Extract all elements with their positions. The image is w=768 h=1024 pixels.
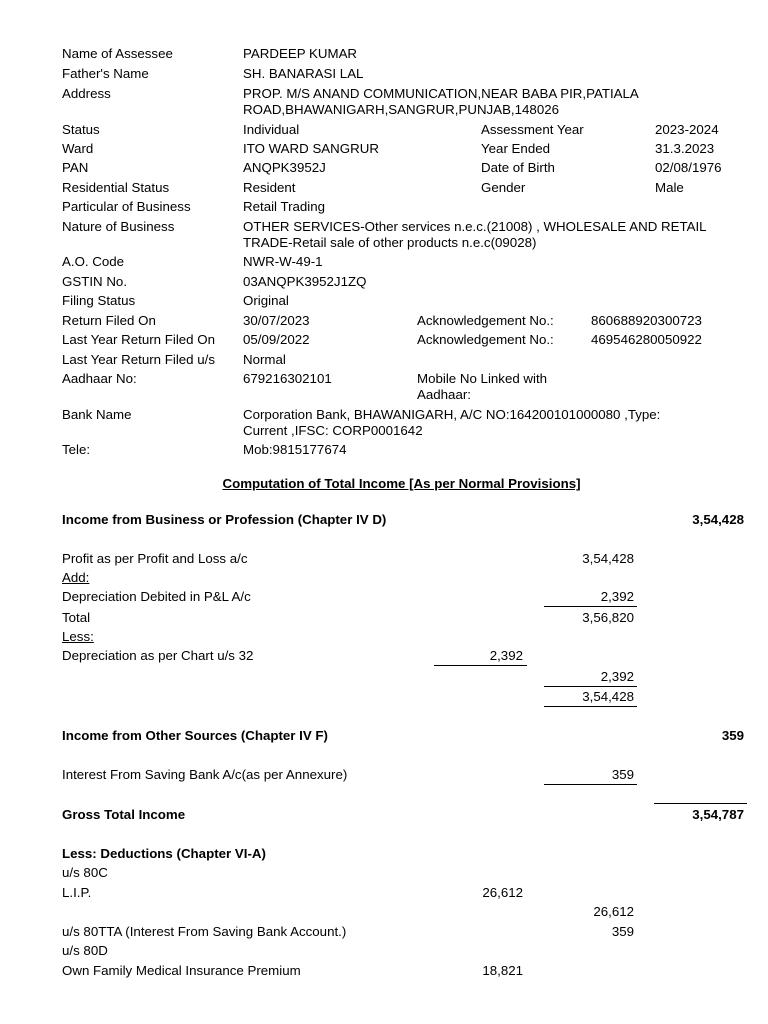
year-ended-value: 31.3.2023	[655, 141, 715, 156]
address-value: PROP. M/S ANAND COMMUNICATION,NEAR BABA PIR,PATIALA ROAD,BHAWANIGARH,SANGRUR,PUNJAB,148026	[243, 86, 639, 117]
pan-value: ANQPK3952J	[243, 160, 326, 175]
other-sources-heading: Income from Other Sources (Chapter IV F)	[62, 728, 328, 743]
interest-label: Interest From Saving Bank A/c(as per Annexure)	[62, 767, 348, 782]
gstin-label: GSTIN No.	[62, 274, 128, 289]
dep-debited-value: 2,392	[600, 589, 634, 604]
name-value: PARDEEP KUMAR	[243, 46, 358, 61]
gender-label: Gender	[481, 180, 526, 195]
net-business: 3,54,428	[582, 689, 634, 704]
total-label: Total	[62, 610, 91, 625]
profit-value: 3,54,428	[582, 551, 634, 566]
aadhaar-value: 679216302101	[243, 371, 332, 386]
total-value: 3,56,820	[582, 610, 634, 625]
ao-code-value: NWR-W-49-1	[243, 254, 323, 269]
tele-label: Tele:	[62, 442, 91, 457]
ao-code-label: A.O. Code	[62, 254, 125, 269]
year-ended-label: Year Ended	[481, 141, 551, 156]
us80d-label: u/s 80D	[62, 943, 108, 958]
dep-chart-label: Depreciation as per Chart u/s 32	[62, 648, 254, 663]
ack2-label: Acknowledgement No.:	[417, 332, 554, 347]
filing-status-label: Filing Status	[62, 293, 136, 308]
ly-return-filed-value: 05/09/2022	[243, 332, 310, 347]
particular-business-value: Retail Trading	[243, 199, 326, 214]
bank-value: Corporation Bank, BHAWANIGARH, A/C NO:164200101000080 ,Type: Current ,IFSC: CORP0001642	[243, 407, 661, 438]
particular-business-label: Particular of Business	[62, 199, 191, 214]
residential-status-label: Residential Status	[62, 180, 170, 195]
dob-label: Date of Birth	[481, 160, 555, 175]
gti-value: 3,54,787	[692, 807, 744, 822]
nature-business-label: Nature of Business	[62, 219, 175, 234]
ly-return-us-label: Last Year Return Filed u/s	[62, 352, 216, 367]
lip-value: 26,612	[482, 885, 523, 900]
return-filed-value: 30/07/2023	[243, 313, 310, 328]
medical-value: 18,821	[482, 963, 523, 978]
us80tta-value: 359	[611, 924, 634, 939]
bank-label: Bank Name	[62, 407, 132, 422]
computation-title: Computation of Total Income [As per Normal Provisions]	[222, 476, 581, 491]
tele-value: Mob:9815177674	[243, 442, 347, 457]
interest-rule	[544, 784, 637, 785]
gti-rule	[654, 803, 747, 804]
name-label: Name of Assessee	[62, 46, 173, 61]
status-value: Individual	[243, 122, 300, 137]
nature-business-value: OTHER SERVICES-Other services n.e.c.(21008) , WHOLESALE AND RETAIL TRADE-Retail sale of other products n.e.c(09028)	[243, 219, 707, 250]
ack2-value: 469546280050922	[591, 332, 702, 347]
return-filed-label: Return Filed On	[62, 313, 156, 328]
profit-label: Profit as per Profit and Loss a/c	[62, 551, 248, 566]
subtotal-rule	[544, 606, 637, 607]
medical-label: Own Family Medical Insurance Premium	[62, 963, 301, 978]
residential-status-value: Resident	[243, 180, 296, 195]
pan-label: PAN	[62, 160, 89, 175]
dep-chart-rule	[434, 665, 527, 666]
less-sum-rule	[544, 686, 637, 687]
gti-label: Gross Total Income	[62, 807, 186, 822]
us80c-total: 26,612	[593, 904, 634, 919]
business-total: 3,54,428	[692, 512, 744, 527]
status-label: Status	[62, 122, 100, 137]
us80c-label: u/s 80C	[62, 865, 108, 880]
gstin-value: 03ANQPK3952J1ZQ	[243, 274, 367, 289]
ly-return-us-value: Normal	[243, 352, 286, 367]
add-label: Add:	[62, 570, 90, 585]
deductions-heading: Less: Deductions (Chapter VI-A)	[62, 846, 266, 861]
less-label: Less:	[62, 629, 94, 644]
address-label: Address	[62, 86, 111, 101]
gender-value: Male	[655, 180, 684, 195]
dep-chart-value: 2,392	[489, 648, 523, 663]
lip-label: L.I.P.	[62, 885, 92, 900]
ack1-label: Acknowledgement No.:	[417, 313, 554, 328]
net-business-rule	[544, 706, 637, 707]
father-value: SH. BANARASI LAL	[243, 66, 364, 81]
filing-status-value: Original	[243, 293, 289, 308]
business-heading: Income from Business or Profession (Chapter IV D)	[62, 512, 387, 527]
us80tta-label: u/s 80TTA (Interest From Saving Bank Account.)	[62, 924, 347, 939]
dep-debited-label: Depreciation Debited in P&L A/c	[62, 589, 251, 604]
other-sources-total: 359	[721, 728, 744, 743]
ward-label: Ward	[62, 141, 94, 156]
less-sum: 2,392	[600, 669, 634, 684]
mobile-linked-label: Mobile No Linked with Aadhaar:	[417, 371, 548, 402]
ly-return-filed-label: Last Year Return Filed On	[62, 332, 216, 347]
assessment-year-label: Assessment Year	[481, 122, 584, 137]
assessment-year-value: 2023-2024	[655, 122, 719, 137]
ward-value: ITO WARD SANGRUR	[243, 141, 379, 156]
interest-value: 359	[611, 767, 634, 782]
ack1-value: 860688920300723	[591, 313, 702, 328]
aadhaar-label: Aadhaar No:	[62, 371, 137, 386]
dob-value: 02/08/1976	[655, 160, 722, 175]
father-label: Father's Name	[62, 66, 149, 81]
